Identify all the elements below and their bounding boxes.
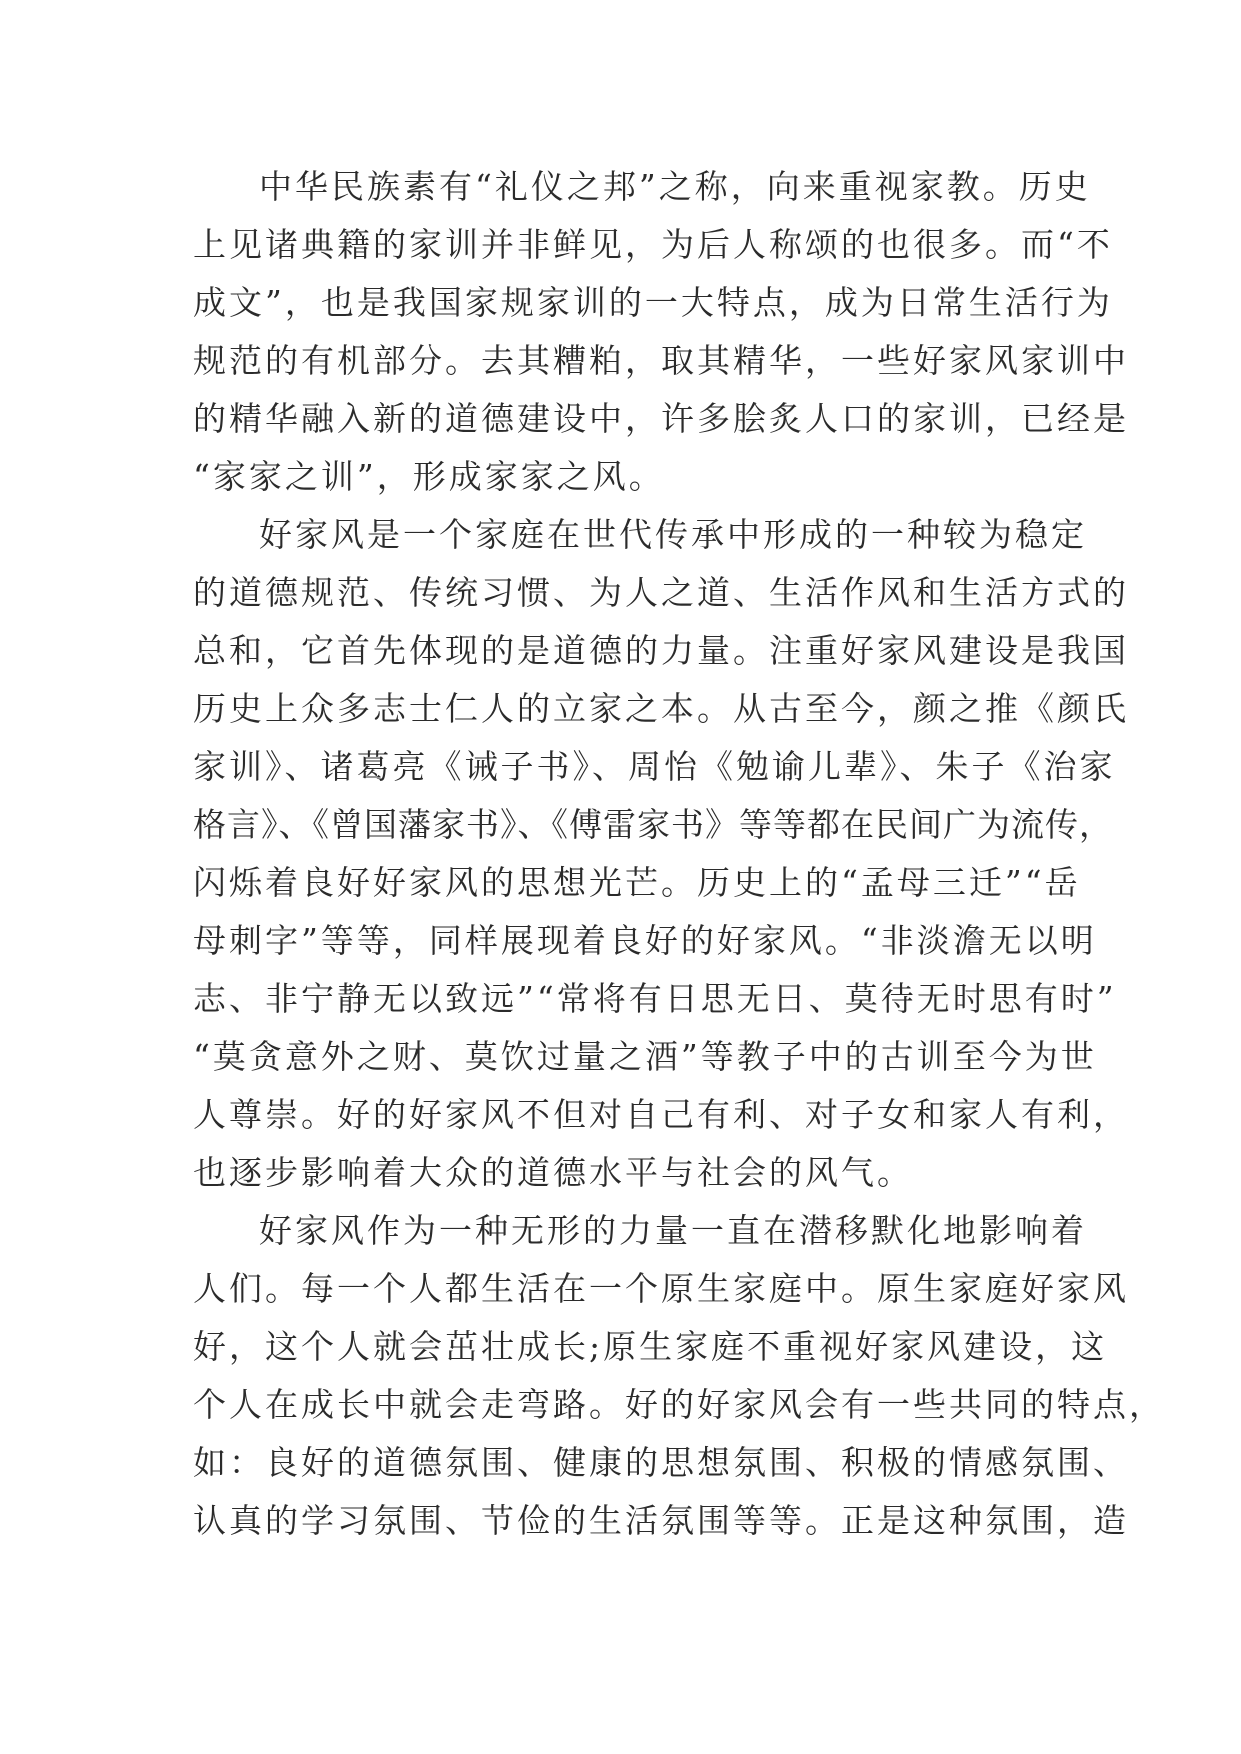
text-line: “莫贪意外之财、莫饮过量之酒”等教子中的古训至今为世 <box>193 1037 1097 1076</box>
text-line: 认真的学习氛围、节俭的生活氛围等等。正是这种氛围，造 <box>193 1501 1129 1540</box>
text-line: 历史上众多志士仁人的立家之本。从古至今，颜之推《颜氏 <box>193 689 1129 728</box>
text-line: 中华民族素有“礼仪之邦”之称，向来重视家教。历史 <box>259 167 1091 206</box>
text-line: 的道德规范、传统习惯、为人之道、生活作风和生活方式的 <box>193 573 1129 612</box>
text-line: 人尊崇。好的好家风不但对自己有利、对子女和家人有利， <box>193 1095 1129 1134</box>
text-line: 的精华融入新的道德建设中，许多脍炙人口的家训，已经是 <box>193 399 1129 438</box>
text-line: 好家风是一个家庭在世代传承中形成的一种较为稳定 <box>259 515 1087 554</box>
text-line: 志、非宁静无以致远”“常将有日思无日、莫待无时思有时” <box>193 979 1117 1018</box>
text-line: 上见诸典籍的家训并非鲜见，为后人称颂的也很多。而“不 <box>193 225 1113 264</box>
text-line: 格言》、《曾国藩家书》、《傅雷家书》等等都在民间广为流传， <box>193 805 1113 844</box>
text-line: 家训》、诸葛亮《诫子书》、周怡《勉谕儿辈》、朱子《治家 <box>193 747 1116 786</box>
text-line: 总和，它首先体现的是道德的力量。注重好家风建设是我国 <box>193 631 1129 670</box>
text-line: 个人在成长中就会走弯路。好的好家风会有一些共同的特点， <box>193 1385 1165 1424</box>
text-line: 成文”，也是我国家规家训的一大特点，成为日常生活行为 <box>193 283 1113 322</box>
text-line: 规范的有机部分。去其糟粕，取其精华，一些好家风家训中 <box>193 341 1129 380</box>
text-line: 人们。每一个人都生活在一个原生家庭中。原生家庭好家风 <box>193 1269 1129 1308</box>
text-line: 好，这个人就会茁壮成长;原生家庭不重视好家风建设，这 <box>193 1327 1108 1366</box>
text-line: “家家之训”，形成家家之风。 <box>193 457 665 496</box>
text-line: 母刺字”等等，同样展现着良好的好家风。“非淡澹无以明 <box>193 921 1097 960</box>
text-line: 也逐步影响着大众的道德水平与社会的风气。 <box>193 1153 913 1192</box>
text-line: 好家风作为一种无形的力量一直在潜移默化地影响着 <box>259 1211 1087 1250</box>
text-line: 闪烁着良好好家风的思想光芒。历史上的“孟母三迁”“岳 <box>193 863 1081 902</box>
paragraph-3 <box>193 1202 1165 1550</box>
document-body <box>193 158 1165 1550</box>
paragraph-1 <box>193 158 1129 506</box>
text-line: 如：良好的道德氛围、健康的思想氛围、积极的情感氛围、 <box>193 1443 1129 1482</box>
paragraph-2 <box>193 506 1129 1202</box>
